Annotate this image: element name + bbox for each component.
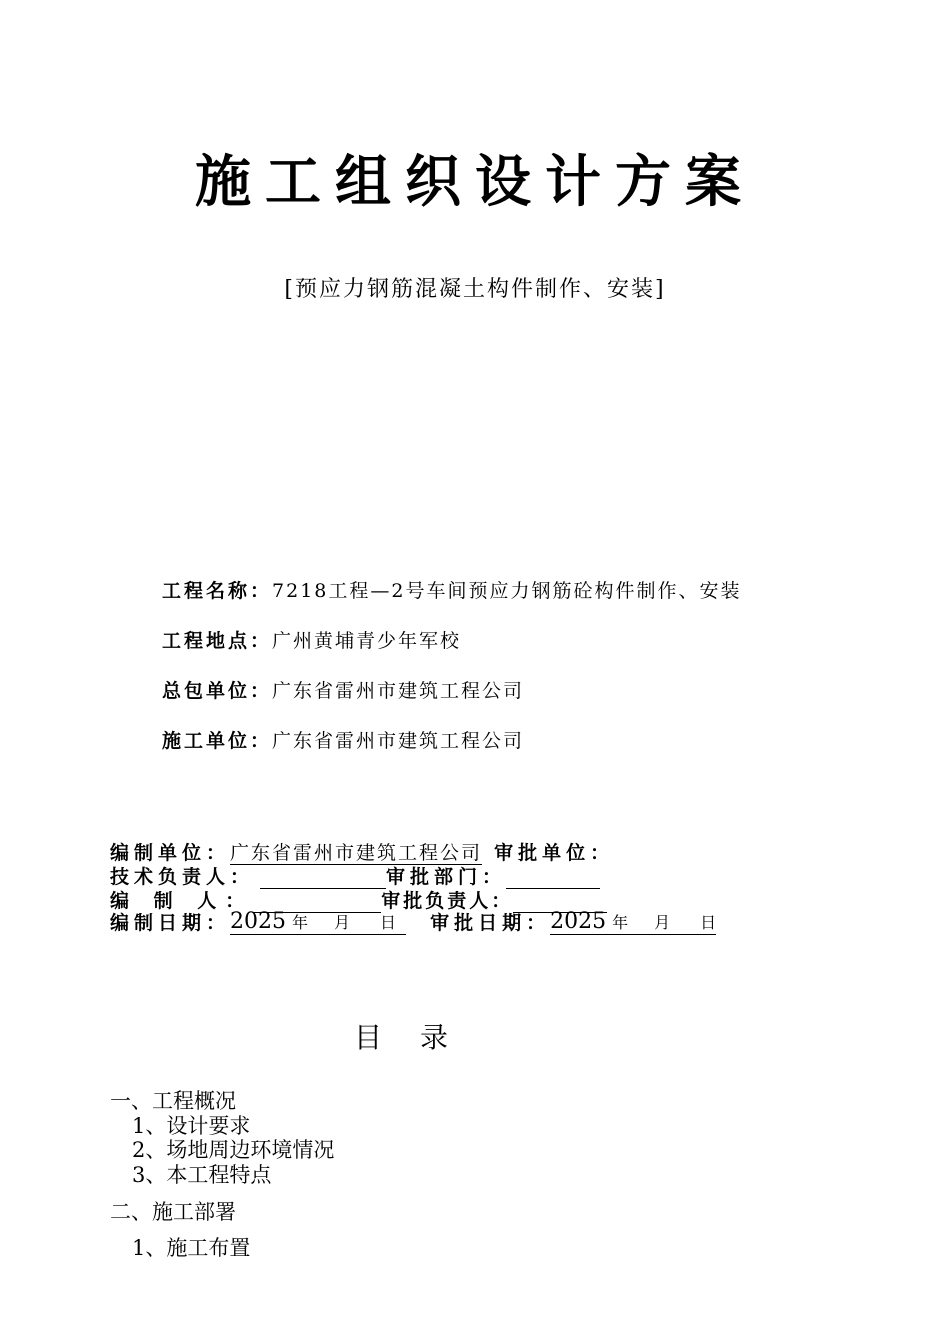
toc-item[interactable]: 二、施工部署 <box>110 1200 236 1224</box>
toc-item[interactable]: 1、施工布置 <box>132 1236 251 1260</box>
compile-date-label: 编制日期： <box>110 912 231 934</box>
info-row-project-location <box>162 626 461 653</box>
approve-date-value: 2025 年 月 日 <box>550 909 717 934</box>
toc-item[interactable]: 2、场地周边环境情况 <box>132 1138 335 1162</box>
toc-item[interactable]: 1、设计要求 <box>132 1114 251 1138</box>
compile-unit-label: 编制单位： <box>110 842 231 864</box>
toc-item[interactable]: 一、工程概况 <box>110 1089 236 1113</box>
info-value: 广东省雷州市建筑工程公司 <box>272 730 525 752</box>
compile-date-value: 2025 年 月 日 <box>230 909 406 935</box>
info-value: 7218工程—2号车间预应力钢筋砼构件制作、安装 <box>272 580 742 602</box>
signoff-row-units <box>110 838 614 865</box>
tech-lead-label: 技术负责人： <box>110 866 255 888</box>
toc-title: 目录 <box>353 1021 486 1054</box>
approve-date-label: 审批日期： <box>430 912 551 934</box>
info-label: 总包单位： <box>162 680 273 702</box>
info-label: 施工单位： <box>162 730 273 752</box>
compile-unit-value: 广东省雷州市建筑工程公司 <box>230 842 483 864</box>
info-value: 广东省雷州市建筑工程公司 <box>272 680 525 702</box>
document-title: 施工组织设计方案 <box>195 149 755 215</box>
toc-item[interactable]: 3、本工程特点 <box>132 1163 272 1187</box>
signoff-row-dates <box>110 908 716 935</box>
compiler-label: 编 制 人： <box>110 890 254 912</box>
info-label: 工程地点： <box>162 630 273 652</box>
document-subtitle: [预应力钢筋混凝土构件制作、安装] <box>284 277 666 302</box>
info-row-project-name <box>162 576 741 603</box>
approve-unit-label: 审批单位： <box>494 842 615 864</box>
info-label: 工程名称： <box>162 580 273 602</box>
compile-date-year: 2025 <box>230 909 287 934</box>
signoff-row-leads <box>110 862 600 889</box>
info-row-construction-unit <box>162 726 524 753</box>
info-row-general-contractor <box>162 676 524 703</box>
info-value: 广州黄埔青少年军校 <box>272 630 462 652</box>
approve-date-year: 2025 <box>550 909 607 934</box>
approve-dept-label: 审批部门： <box>386 866 507 888</box>
approve-lead-label: 审批负责人： <box>381 890 514 912</box>
